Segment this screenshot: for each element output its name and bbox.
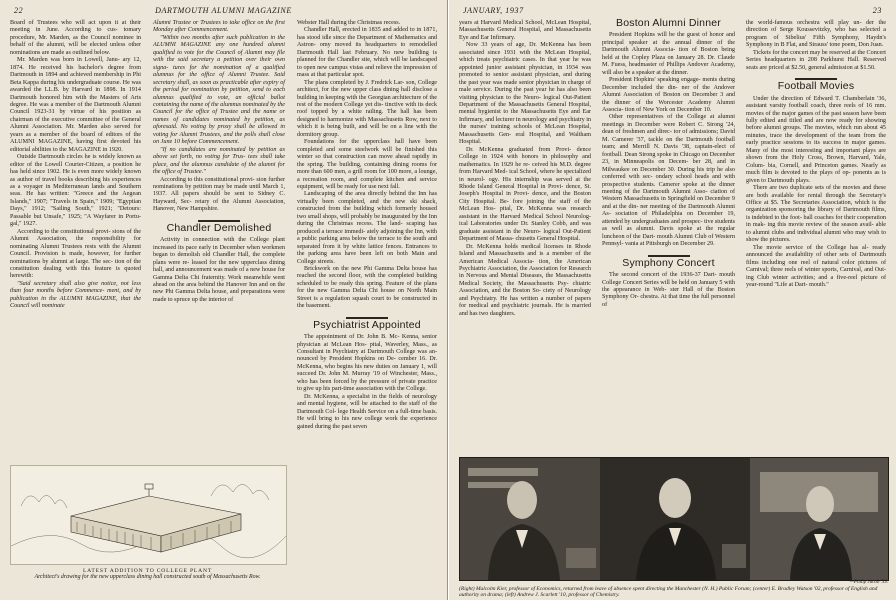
photo-caption: (Right) Malcolm Kier, professor of Economics, returned from leave of absence spent directing the Manchester (N. H.) Public Forum; (center) E. Bradley Watson '02, professor of English and authority on drama; (left) Andrew J. Scarlett '10, professor of Chemistry. <box>459 586 878 599</box>
paragraph: The movie service of the College has al- ready announced the availability of other sets of Dartmouth films including one reel of natural color pictures of Carnival; three reels of winter sports, Carnival, and Out- ing Club winter activities; and a five-reel picture of year-round "Life at Dart- mouth." <box>746 244 886 288</box>
right-col-1 <box>459 20 591 318</box>
paragraph: There are two duplicate sets of the movies and these are both available for rental through the Secretary's Office at $5. The Secretaries Association, which is the organization sponsoring the library of Dartmouth films, is indebted to the foot- ball coaches for their cooperation in mak- ing this movie review of the season avail- able to alumni clubs and individual alumni who may wish to show the pictures. <box>746 185 886 244</box>
paragraph: According to this constitutional provi- sion further nominations by petition may be made until March 1, 1937. All papers should be sent to Sidney C. Hayward, Sec- retary of the Alumni Association, Hanover, New Hampshire. <box>153 176 285 213</box>
left-running-head <box>14 4 433 16</box>
paragraph: Under the direction of Edward T. Chamberlain '36, assistant varsity football coach, three reels of 16 mm. movies of the major games of the past season have been fully edited and titled and are now ready for showing before alumni groups. The movies, which run about 45 minutes, trace the development of the team from the early practice sessions to its success in major games. Many of the most interesting and important plays are shown from the Holy Cross, Brown, Harvard, Yale, Colum- bia, Cornell, and Princeton games. Nearly as much film is devoted to the plays of op- ponents as is given to Dartmouth plays. <box>746 95 886 184</box>
paragraph: Dr. McKenna holds medical licenses in Rhode Island and Massachusetts and is a member of the American Medical Associa- tion, the American Psychiatric Association, the Association for Research in Nervous and Mental Diseases, the Massachusetts Medical Society, the Massachusetts Psy- chiatric Association, and the Boston So- ciety of Neurology and Psychiatry. He has written a number of papers for medical and psychiatric journals. He is married and has two daughters. <box>459 243 591 317</box>
college-plant-figure <box>10 463 285 581</box>
paragraph: Activity in connection with the College plant increased its pace early in December when workmen began to demolish old Chandler Hall, the complete plans were re- leased for the new upperclass dining hall, and announcement was made of a new house for Gamma Delta Chi fraternity. Work meanwhile went ahead on the area behind the Hanover Inn and on the new Phi Gamma Delta house, and preparations were made to spruce up the interior of <box>153 237 285 303</box>
photo-credit: —Philip Jacob '39. <box>849 580 888 585</box>
paragraph: "If no candidates are nominated by petition as above set forth, no voting for Trus- tees shall take place, and the alumnus candidate of the alumni for the office of Trustee." <box>153 146 285 176</box>
paragraph: President Hopkins' speaking engage- ments during December included the din- ner of the Andover Alumni Association of Boston on December 3 and the dinner of the Worcester Academy Alumni Associa- tion of New York on December 10. <box>602 77 735 113</box>
paragraph: The appointment of Dr. John B. Mc- Kenna, senior physician at McLean Hos- pital, Waverley, Mass., as Consultant in Psychiatry at Dartmouth College was an- nounced by President Hopkins on De- cember 16. Dr. McKenna, who begins his new duties on January 1, will succeed Dr. John M. Murray '19 of Winchester, Mass., who has been forced by the pressure of private practice to give up his part-time association with the College. <box>297 334 437 393</box>
right-page <box>448 0 896 600</box>
paragraph: Brickwork on the new Phi Gamma Delta house has reached the second floor, with the completed building scheduled to be ready this spring. Feature of the plans for the new Gamma Delta Chi house on North Main Street is a regulation squash court to be constructed in the basement. <box>297 265 437 310</box>
paragraph: Now 33 years of age, Dr. McKenna has been associated since 1931 with the McLean Hospital, which treats psychiatric cases. In that year he was appointed junior assistant physician, in 1934 was promoted to senior assistant physician, and during the past year was made senior physician in charge of male service. During the past year he has also been visiting physician to the Neuro- logical Out-Patient Department of the Massachusetts General Hospital, mental hygienist to the Massachusetts Eye and Ear Infirmary, and lecturer in neurology and psychiatry in the nurses' training schools of McLean Hospital, Massachusetts Gen- eral Hospital, and Waltham Hospital. <box>459 42 591 146</box>
right-running-head <box>463 4 882 16</box>
paragraph: Mr. Marden was born in Lowell, Janu- ary 12, 1874. He received his bachelor's degree from Dartmouth in 1894 and achieved membership in Phi Beta Kappa during his undergraduate course. He was awarded the LL.B. by Harvard in 1898. In 1914 Dartmouth honored him with the Masters of Arts degree. He was a member of the Dartmouth Alumni Council 1923-31 by virtue of his position as chairman of the executive committee of the General Alumni Association. Mr. Marden also served for years as a member of the board of editors of the ALUMNI MAGAZINE, having first devoted his editorial abilities to the MAGAZINE in 1920. <box>10 57 141 153</box>
right-col-3 <box>746 20 886 289</box>
left-page-number: 22 <box>14 5 24 15</box>
paragraph: Webster Hall during the Christmas recess. <box>297 20 401 26</box>
paragraph: "Within two months after such publication in the ALUMNI MAGAZINE any one hundred alumni qualified to vote for the Council of Alumni may file with the said secretary a petition over their own signa- tures for the nomination of a qualified alumnus for the office of Alumni Trustee. Said secretary shall, as soon as practicable after expiry of the period for nomination by petition, send to each alumnus qualified to vote, an official ballot containing the name of the alumnus nominated by the Council for the office of Trustee and the name or names of candidates nominated by petition, as aforesaid. No voting by proxy shall be allowed in voting for Alumni Trustees, and the polls shall close on June 10 before Commencement. <box>153 34 285 146</box>
paragraph: Outside Dartmouth circles he is widely known as editor of the Lowell Courier-Citizen, a position he has held since 1902. He is even more widely known as author of travel books describing his experiences as a voyager in Mediterranean lands and Southern seas. He has written: "Greece and the Aegean Islands," 1907; "Travels in Spain," 1909; "Egyptian Days," 1912; "Sailing South," 1921; "Detours: Passable but Unsafe," 1925; "A Wayfarer in Portu- gal," 1927. <box>10 154 141 228</box>
left-magazine-title: DARTMOUTH ALUMNI MAGAZINE <box>155 5 292 15</box>
boston-dinner-heading: Boston Alumni Dinner <box>616 17 721 29</box>
paragraph: Dr. McKenna graduated from Provi- dence College in 1924 with honors in philosophy and mathematics. In 1929 he re- ceived his M.D. degree from Harvard Med- ical School, where he specialized in neurol- ogy. His internship was served at the Rhode Island General Hospital in Provi- dence, St. Joseph's Hospital in Provi- dence, and the Boston City Hospital. Be- fore joining the staff of the McLean Hos- pital, Dr. McKenna was research assistant in the Harvard Medical School Neurolog- ical Laboratories under Dr. Stanley Cobb, and was graduate assistant in the Neuro- logical Out-Patient Department of Massa- chusetts General Hospital. <box>459 146 591 243</box>
chandler-heading: Chandler Demolished <box>166 221 272 234</box>
paragraph: Landscaping of the area directly behind the Inn has virtually been completed, and the new ski shack, constructed from the building which formerly housed two small shops, will probably be inaugurated by the Inn during the Christmas recess. The land- scaping has produced a terrace immedi- ately adjoining the Inn, with a public parking area below the terrace to the south and separated from it by white lattice fences. Entrances to the parking area have been left on both Main and College streets. <box>297 191 437 265</box>
dining-hall-drawing <box>10 465 287 565</box>
right-issue-date: JANUARY, 1937 <box>463 5 524 15</box>
paragraph: Foundations for the upperclass hall have been completed and some steelwork will be finished this winter so that construction can move ahead rapidly in the spring. The building, containing dining rooms for more than 600 men, a grill room for 100 more, a lounge, a recreation room, and complete kitchen and service equipment, will be ready for use next fall. <box>297 139 437 190</box>
football-heading: Football Movies <box>777 80 855 93</box>
paragraph: The plans completed by J. Fredrick Lar- son, College architect, for the new upper class dining hall disclose a building in keeping with the Georgian architecture of the rest of the modern College yet dis- tinctive with its deck roof topped by a white railing. The hall has been designed to harmonize with Massachusetts Row, next to which it is being built, and will be on a line with the dormitory group. <box>297 79 437 138</box>
paragraph: Board of Trustees who will act upon it at their meeting in June. According to cus- tomary procedure, Mr. Marden, as the Council nominee in behalf of the alumni, will be elected unless other nominations are made as outlined below. <box>10 20 141 56</box>
figure-title: LATEST ADDITION TO COLLEGE PLANT <box>82 568 213 574</box>
paragraph: President Hopkins will be the guest of honor and principal speaker at the annual dinner of the Dartmouth Alumni Associa- tion of Boston being held at the Copley Plaza on January 28. Dr. Claude M. Fuess, headmaster of Phillips Andover Academy, will also be a speaker at the dinner. <box>602 32 735 76</box>
paragraph: the world-famous orchestra will play un- der the direction of Serge Koussevitzky, who has selected a program of Sibelius' Fifth Symphony, Haydn's Symphony in B Flat, and Strauss' tone poem, Don Juan. <box>746 20 886 49</box>
left-col-3 <box>297 20 437 431</box>
paragraph: Alumni Trustee or Trustees to take office on the first Monday after Commencement. <box>153 20 285 34</box>
right-page-number: 23 <box>872 5 882 15</box>
paragraph: Tickets for the concert may be reserved at the Concert Series headquarters in 208 Parkhurst Hall. Reserved seats are priced at $2.50, general admission at $1.50. <box>746 49 886 71</box>
paragraph: Dr. McKenna, a specialist in the fields of neurology and mental hygiene, will be attached to the staff of the Dartmouth Col- lege Health Service on a full-time basis. He will bring to his new college work the experience gained during the past seven <box>297 393 437 430</box>
paragraph: years at Harvard Medical School, McLean Hospital, Massachusetts General Hospital, and Massachusetts Eye and Ear Infirmary. <box>459 20 591 41</box>
faculty-photo-image <box>460 458 888 580</box>
paragraph: Other representatives of the College at alumni meetings in December were Robert C. Strong '24, dean of freshmen and direc- tor of admissions; David M. Camerer '37, tackle on the Dartmouth football team; and Merrill N. Davis '38, captain-elect of football. Dean Strong spoke in Chicago on December 23, in Minneapolis on Decem- ber 28, and in Milwaukee on December 30. During his trip he also conferred with sec- ondary school heads and with prospective students. Camerer spoke at the dinner meeting of the Dartmouth Alumni Asso- ciation of Western Massachusetts in Springfield on December 9 and at the din- ner meeting of the Dartmouth Alumni As- sociation of Philadelphia on December 19, attended by undergraduates and prospec- tive students as well as alumni. Davis spoke at the regular luncheon of the Dart- mouth Alumni Club of Western Pennsyl- vania at Pittsburgh on December 29. <box>602 114 735 248</box>
paragraph: According to the constitutional provi- sions of the Alumni Association, the responsibility for nominating Alumni Trustees rests with the Alumni Council. Provision is made, however, for further nominations by alumni at large. The sec- tion of the constitution dealing with this feature is quoted herewith: <box>10 228 141 280</box>
paragraph: The second concert of the 1936-37 Dart- mouth College Concert Series will be held on January 5 with the appearance in Web- ster Hall of the Boston Symphony Or- chestra. At that time the full personnel of <box>602 272 735 308</box>
paragraph: "Said secretary shall also give notice, not less than four months before Commence- ment, and by publication in the ALUMNI MAGAZINE, that the Council will nominate <box>10 280 141 310</box>
psychiatrist-heading: Psychiatrist Appointed <box>313 318 421 331</box>
left-col-1 <box>10 20 141 311</box>
dining-hall-illustration <box>11 466 286 564</box>
figure-caption: Architect's drawing for the new upperclass dining hall constructed south of Massachusetts Row. <box>34 574 261 580</box>
faculty-photo <box>459 457 889 581</box>
left-col-2 <box>153 20 285 304</box>
symphony-heading: Symphony Concert <box>622 256 715 269</box>
right-col-2 <box>602 17 735 309</box>
paragraph: Chandler Hall, erected in 1835 and added to in 1871, has stood idle since the Department of Mathematics and Astron- omy moved its headquarters to remodelled Dartmouth Hall last February. No new building is planned for the Chandler site, which will be landscaped to open new campus vistas and relieve the impression of mass at that particular spot. <box>297 27 437 79</box>
